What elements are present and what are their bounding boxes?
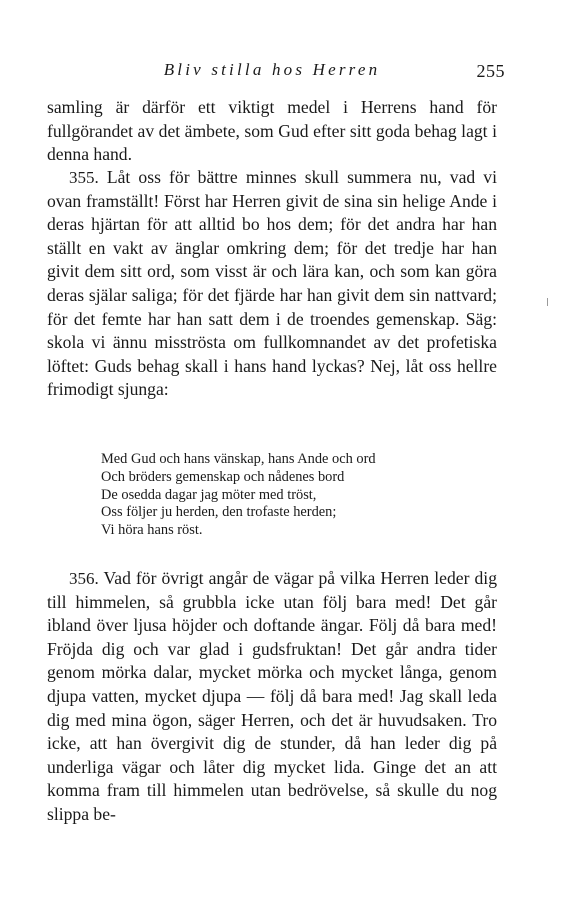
paragraph-text: Vad för övrigt angår de vägar på vilka Herren leder dig till himmelen, så grubbla icke utan följ bara med! Det går ibland över ljusa höjder och doftande ängar. Följ då bara med! Fröjda dig och var glad i gudsfruktan! Det går andra tider genom mörka dalar, mycket mörka och mycket långa, genom djupa vatten, mycket djupa — följ då bara med! Jag skall leda dig med mina ögon, säger Herren, och det är huvudsaken. Tro icke, att han övergivit dig de stunder, då han leder dig på underliga vägar och låter dig mycket lida. Ginge det an att komma fram till himmelen utan bedrövelse, så skulle du nog slippa be-	[47, 568, 497, 824]
paragraph-356	[47, 567, 497, 827]
margin-mark	[547, 298, 548, 306]
running-head	[47, 60, 505, 84]
paragraph-continuation	[47, 96, 497, 167]
hymn-line: Vi höra hans röst.	[101, 522, 203, 539]
hymn-line: De osedda dagar jag möter med tröst,	[101, 486, 317, 503]
hymn-quote	[101, 451, 481, 540]
paragraph-number: 356.	[69, 569, 99, 588]
hymn-line: Med Gud och hans vänskap, hans Ande och ord	[101, 451, 376, 467]
paragraph-text: samling är därför ett viktigt medel i Herrens hand för fullgörandet av det ämbete, som Gud efter sitt goda behag lagt i denna hand.	[47, 97, 497, 165]
hymn-line: Och bröders gemenskap och nådenes bord	[101, 468, 345, 485]
paragraph-text: Låt oss för bättre minnes skull summera nu, vad vi ovan framställt! Först har Herren givit de sina sin helige Ande i deras hjärtan för att alltid bo hos dem; för det andra har han ställt en vakt av änglar omkring dem; för det tredje har han givit dem sitt ord, som visst är och lära kan, och som kan göra deras själar saliga; för det fjärde har han givit dem sin nattvard; för det femte har han satt dem i de troendes gemenskap. Säg: skola vi ännu misströsta om fullkomnandet av det profetiska löftet: Guds behag skall i hans hand lyckas? Nej, låt oss hellre frimodigt sjunga:	[47, 167, 497, 400]
running-title: Bliv stilla hos Herren	[163, 60, 381, 79]
paragraph-number: 355.	[69, 168, 99, 187]
page-number: 255	[476, 61, 505, 81]
paragraph-355	[47, 166, 497, 402]
hymn-line: Oss följer ju herden, den trofaste herden;	[101, 504, 337, 521]
